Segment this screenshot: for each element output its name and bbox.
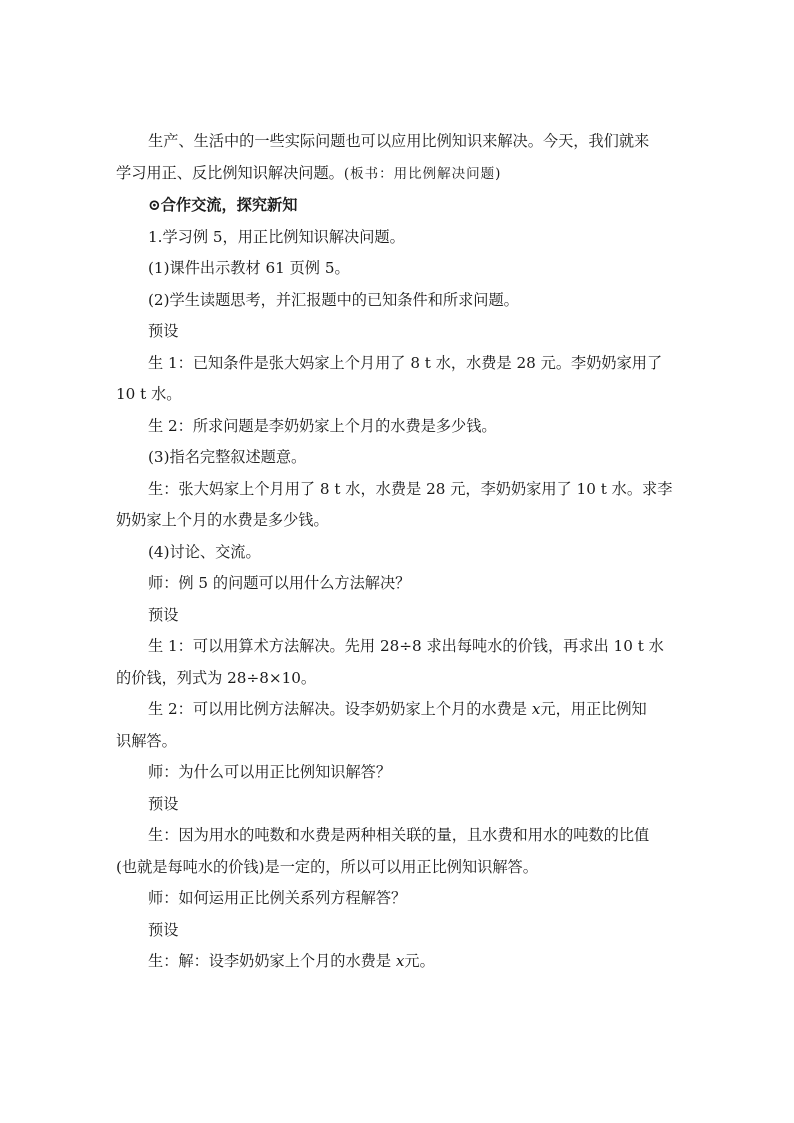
- paragraph-preset: [116, 600, 676, 632]
- paragraph-student-reason-cont: [116, 852, 676, 884]
- paragraph-example-title: [116, 222, 676, 254]
- paragraph-preset: [116, 316, 676, 348]
- document-body: [116, 126, 676, 978]
- text: 师：如何运用正比例关系列方程解答？: [148, 889, 407, 907]
- paragraph-intro: [116, 126, 676, 158]
- text: 生 1：可以用算术方法解决。先用 28÷8 求出每吨水的价钱，再求出 10 t 水: [148, 637, 664, 655]
- text: 生产、生活中的一些实际问题也可以应用比例知识来解决。今天，我们就来: [148, 132, 650, 150]
- text: (2)学生读题思考，并汇报题中的已知条件和所求问题。: [148, 290, 519, 309]
- text: (4)讨论、交流。: [148, 542, 261, 561]
- paragraph-student-arith-cont: [116, 663, 676, 695]
- text: 预设: [148, 920, 179, 939]
- text: 预设: [148, 322, 179, 340]
- text: 生：张大妈家上个月用了 8 t 水，水费是 28 元，李奶奶家用了 10 t 水。求李: [148, 479, 673, 498]
- paragraph-student-restate-cont: [116, 505, 676, 537]
- paragraph-student-1: [116, 348, 676, 380]
- text: 生：因为用水的吨数和水费是两种相关联的量，且水费和用水的吨数的比值: [148, 826, 650, 844]
- text: 生 2：可以用比例方法解决。设李奶奶家上个月的水费是: [148, 700, 532, 718]
- paragraph-student-reason: [116, 820, 676, 852]
- text: 奶奶家上个月的水费是多少钱。: [116, 511, 329, 529]
- text: 学习用正、反比例知识解决问题。: [116, 163, 344, 182]
- board-note: (板书：用比例解决问题): [343, 165, 502, 182]
- paragraph-student-ratio: [116, 694, 676, 726]
- paragraph-teacher-q1: [116, 568, 676, 600]
- text: 预设: [148, 794, 179, 813]
- text: 师：为什么可以用正比例知识解答？: [148, 763, 391, 781]
- text: 元，用正比例知: [540, 700, 647, 718]
- text: 的价钱，列式为 28÷8×10。: [116, 668, 317, 687]
- text: 预设: [148, 605, 179, 624]
- paragraph-student-solution: [116, 946, 676, 978]
- text: 生 1：已知条件是张大妈家上个月用了 8 t 水，水费是 28 元。李奶奶家用了: [148, 353, 663, 372]
- text: (1)课件出示教材 61 页例 5。: [148, 259, 350, 277]
- paragraph-step-1: [116, 253, 676, 285]
- text: (3)指名完整叙述题意。: [148, 448, 307, 466]
- paragraph-student-restate: [116, 474, 676, 506]
- paragraph-student-ratio-cont: [116, 726, 676, 758]
- text: 生 2：所求问题是李奶奶家上个月的水费是多少钱。: [148, 416, 497, 435]
- heading-text: ⊙合作交流，探究新知: [148, 196, 298, 214]
- text: 识解答。: [116, 731, 177, 750]
- paragraph-student-1-cont: [116, 379, 676, 411]
- paragraph-teacher-q3: [116, 883, 676, 915]
- text: 1.学习例 5，用正比例知识解决问题。: [148, 227, 405, 246]
- paragraph-student-arith: [116, 631, 676, 663]
- text: 生：解：设李奶奶家上个月的水费是: [148, 952, 396, 970]
- variable-x: x: [395, 952, 405, 970]
- text: 10 t 水。: [116, 385, 182, 403]
- section-heading: [116, 190, 676, 222]
- text: 师：例 5 的问题可以用什么方法解决？: [148, 574, 411, 592]
- paragraph-step-3: [116, 442, 676, 474]
- paragraph-intro-cont: [116, 158, 676, 191]
- paragraph-step-4: [116, 537, 676, 569]
- paragraph-step-2: [116, 285, 676, 317]
- paragraph-teacher-q2: [116, 757, 676, 789]
- paragraph-preset: [116, 915, 676, 947]
- paragraph-student-2: [116, 411, 676, 443]
- text: (也就是每吨水的价钱)是一定的，所以可以用正比例知识解答。: [116, 857, 538, 876]
- variable-x: x: [531, 700, 541, 718]
- paragraph-preset: [116, 789, 676, 821]
- text: 元。: [404, 952, 435, 970]
